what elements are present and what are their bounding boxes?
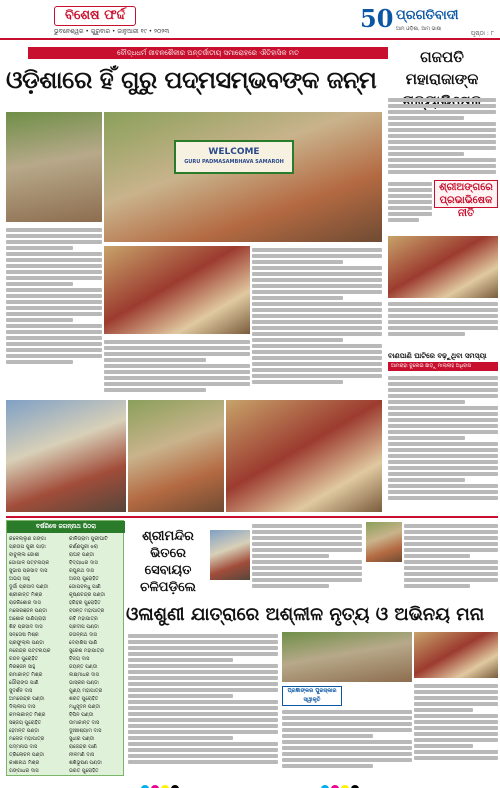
list-item-right: ସୁରେଶ ମହାପାତ୍ର — [69, 648, 104, 654]
list-item-right: ରଘୁନାଥ ଦାସ — [69, 568, 94, 574]
list-item — [9, 735, 129, 743]
list-item — [9, 575, 129, 583]
list-item-left: ଗଙ୍ଗାଧର ଦାସ — [9, 768, 39, 774]
list-item-left: ଚନ୍ଦନ ପୁରୋହିତ — [9, 656, 39, 662]
second-text-2 — [282, 708, 412, 774]
list-item-right: ବିଜୟ ଦାସ — [69, 656, 90, 662]
dateline: ଭୁବନେଶ୍ୱର • ଗୁରୁବାର • ଜାନୁଆରୀ ୧୯ • ୨୦୨୩ — [54, 28, 170, 35]
list-item-left: କାଶୀନାଥ ମିଶ୍ର — [9, 760, 40, 766]
section-title: ବିଶେଷ ଫର୍ଦ୍ଦ — [54, 6, 136, 26]
list-item — [9, 719, 129, 727]
list-item — [9, 687, 129, 695]
list-item-left: ପ୍ରଫୁଲ୍ଲ ପଣ୍ଡା — [9, 640, 44, 646]
list-item-right: ସୁଧୀର ପଣ୍ଡା — [69, 736, 95, 742]
list-item-left: ରାଜକିଶୋର ଦାସ — [9, 600, 41, 606]
coronation-photo — [388, 236, 498, 298]
list-item-left: ଦିଲ୍ଲୀପ ଦାସ — [9, 704, 36, 710]
list-item — [9, 615, 129, 623]
list-item — [9, 759, 129, 767]
portrait-photo — [366, 522, 402, 562]
names-list-box — [6, 520, 124, 776]
list-item-left: ନିରଞ୍ଜନ ସାହୁ — [9, 664, 36, 670]
list-item-right: ଶରତ ପୁରୋହିତ — [69, 696, 99, 702]
list-item-right: ବିପିନ ପଣ୍ଡା — [69, 712, 94, 718]
list-item-left: ସୁଦର୍ଶନ ଦାସ — [9, 688, 33, 694]
list-item — [9, 767, 129, 775]
list-item — [9, 751, 129, 759]
list-item — [9, 727, 129, 735]
side-subhead-2: ଆମରାହା ବୁଲେଇ ଛାଡ଼ୁ ମାଲ୍ଲାହ ଅଧିବାସ — [388, 362, 498, 371]
temple-text-1 — [252, 522, 362, 596]
seated-guests-photo — [128, 400, 224, 512]
list-item-left: ଅମରେନ୍ଦ୍ର ପଣ୍ଡା — [9, 696, 45, 702]
list-item — [9, 607, 129, 615]
list-item-right: କର୍ଣ୍ଣପୁରୀ ଝରା — [69, 544, 98, 550]
yatra-photo — [282, 632, 412, 682]
list-item-right: ବିଦ୍ୟାଧର ଦାସ — [69, 560, 98, 566]
list-item — [9, 639, 129, 647]
banner-welcome: WELCOME — [208, 147, 260, 157]
list-item-right: ପୁଣ୍ୟ ମହାପାତ୍ର — [69, 688, 103, 694]
list-item-right: ବସନ୍ତ ମହାପାତ୍ର — [69, 608, 105, 614]
list-item-right: ଭରତ ପୁରୋହିତ — [69, 768, 99, 774]
list-item-left: ହେମନ୍ତ ପଣ୍ଡା — [9, 728, 40, 734]
list-item — [9, 583, 129, 591]
list-item-right: ଜୟନ୍ତ ପଣ୍ଡା — [69, 664, 98, 670]
list-item-left: ଶିବ ପ୍ରସାଦ ଦାସ — [9, 624, 43, 630]
list-item-right: ଗୋପବନ୍ଧୁ ପାଣି — [69, 584, 101, 590]
temple-photo — [210, 530, 250, 580]
list-item-left: ବାବୁଲାଲ ଜୋଶୀ — [9, 552, 40, 558]
list-item — [9, 663, 129, 671]
list-item-right: ଦେବାଶିଷ ପାଣି — [69, 640, 98, 646]
list-item — [9, 599, 129, 607]
list-item-left: ଅଭୟ ସାହୁ — [9, 576, 30, 582]
lead-text-column-2 — [252, 246, 382, 396]
list-item-right: କୃଷ୍ଣଚନ୍ଦ୍ର ପଣ୍ଡା — [69, 592, 106, 598]
list-item — [9, 591, 129, 599]
list-item — [9, 567, 129, 575]
lead-kicker: ବୌଦ୍ଧଧର୍ମ ଜୀବନଶୈଳୀର ଅନ୍ତର୍ଜାତୀୟ ସମାରୋହରେ ଐତିହାସିକ ମତ — [28, 47, 388, 59]
list-item-left: ପ୍ରତାପ ପୁରୀ ପାଡ଼ା — [9, 544, 46, 550]
list-item-right: ମଧୁସୂଦନ ପଣ୍ଡା — [69, 704, 101, 710]
print-registration-marks — [0, 778, 500, 788]
list-item-right: ଦୁଃଖୀଶ୍ୟାମ ଦାସ — [69, 728, 102, 734]
list-item-right: ହରିହର ପୁରୋହିତ — [69, 600, 101, 606]
list-item — [9, 543, 129, 551]
road-procession-photo — [6, 112, 102, 222]
list-item — [9, 711, 129, 719]
boxed-headline: ପ୍ରଜ୍ଞାଙ୍କର ପୁରସ୍କାର ସ୍ୱୀକୃତି — [282, 686, 342, 706]
list-item-right: ଉମାକାନ୍ତ ଦାସ — [69, 720, 100, 726]
list-item-right: ରାଘବ ପଣ୍ଡା — [69, 552, 95, 558]
list-item-right: ଶଶିଭୂଷଣ ପଣ୍ଡା — [69, 760, 102, 766]
list-item-left: ମନୋରଞ୍ଜନ ପଣ୍ଡା — [9, 608, 48, 614]
side-callout: ଶ୍ରୀଅଙ୍ଗରେ ପ୍ରଭାଭିଷେକ ନୀତି — [434, 180, 498, 208]
list-item-right: ପ୍ରଦୀପ ପଣ୍ଡା — [69, 624, 99, 630]
second-text-3 — [414, 682, 498, 774]
list-item-left: ନରେନ୍ଦ୍ର ପଟ୍ଟନାୟକ — [9, 648, 51, 654]
list-item-left: ଦୁର୍ଗା ପ୍ରସାଦ ପଣ୍ଡା — [9, 584, 49, 590]
side-subhead: ବାଣପାଣି ଘାଟିରେ ବଢ଼ୁଥିବା ସମସ୍ୟା — [388, 352, 487, 360]
lead-headline: ଓଡ଼ିଶାରେ ହିଁ ଗୁରୁ ପଦ୍ମସମ୍ଭବଙ୍କ ଜନ୍ମ — [6, 65, 377, 94]
list-item-right: ରବି ମହାପାତ୍ର — [69, 616, 98, 622]
lead-text-column-1 — [6, 226, 102, 380]
list-item-left: ସନ୍ତୋଷ ମିଶ୍ର — [9, 632, 39, 638]
audience-photo — [6, 400, 126, 512]
list-item-left: ଗୌରାଙ୍ଗ ପାଣି — [9, 680, 39, 686]
side-text-1 — [388, 96, 496, 178]
welcome-banner — [174, 140, 294, 174]
second-text-1 — [128, 632, 278, 772]
speaker-stage-photo — [226, 400, 382, 512]
list-item-left: କଳେଲ୍ଲୁଣ ଗଙ୍ଗା — [9, 536, 46, 542]
list-item — [9, 695, 129, 703]
monks-photo — [104, 246, 250, 334]
lead-text-column-3 — [104, 338, 250, 398]
section-divider — [6, 516, 498, 518]
list-item-left: ତ୍ରିଲୋଚନ ପଣ୍ଡା — [9, 752, 45, 758]
list-item-right: ନୀଳମଣି ଦାସ — [69, 752, 95, 758]
second-headline: ଓଳାଶୁଣୀ ଯାତ୍ରାରେ ଅଶ୍ଳୀଳ ନୃତ୍ୟ ଓ ଅଭିନୟ ମନା — [126, 604, 485, 625]
list-item-left: ସଞ୍ଜୟ ପୁରୋହିତ — [9, 720, 42, 726]
list-item-right: ଜଗନ୍ନାଥ ଦାସ — [69, 632, 97, 638]
side-text-3 — [388, 300, 498, 350]
temple-headline: ଶ୍ରୀମନ୍ଦିର ଭିତରେ ସେବାୟତ ଚଳିପଡ଼ିଲେ — [140, 529, 196, 595]
list-item — [9, 631, 129, 639]
list-item — [9, 655, 129, 663]
list-item — [9, 671, 129, 679]
list-item-left: କମଳାକାନ୍ତ ମିଶ୍ର — [9, 712, 46, 718]
temple-text-2 — [404, 522, 498, 596]
names-list-title: ବର୍ଷରିକେ ଜଗନ୍ନାଥ ପିଠରା — [7, 521, 125, 533]
list-item-left: ସୁଭାଷ ପ୍ରସାଦ ଦାସ — [9, 568, 48, 574]
brand-anniversary-number: 50 — [360, 4, 394, 33]
brand-name: ପ୍ରଗତିବାଦୀ — [396, 8, 459, 23]
list-item-right: ଭାସ୍କର ପଣ୍ଡା — [69, 680, 99, 686]
list-item — [9, 647, 129, 655]
side-headline: ଗଜପତି ମହାରାଜାଙ୍କ — [405, 48, 479, 88]
list-item-left: ଅଶୋକ ପାଣିଗ୍ରାହୀ — [9, 616, 47, 622]
list-item-left: ମନୋଜ ମହାପାତ୍ର — [9, 736, 45, 742]
side-text-2 — [388, 180, 432, 234]
list-item-right: ଅଜୟ ପୁରୋହିତ — [69, 576, 99, 582]
list-item — [9, 535, 129, 543]
list-item-left: ଶ୍ରୀକାନ୍ତ ମିଶ୍ର — [9, 592, 43, 598]
page-number: ପୃଷ୍ଠା : ୮ — [470, 30, 494, 37]
list-item — [9, 679, 129, 687]
masthead — [0, 0, 500, 40]
list-item-left: ପଦ୍ମନାଭ ଦାସ — [9, 744, 38, 750]
brand-tagline: ଆମ ଓଡ଼ିଶା, ଆମ ଭାଷା — [396, 26, 442, 32]
banner-event-name: GURU PADMASAMBHAVA SAMAROH — [184, 159, 284, 165]
list-item-left: ଗୋପାଳ ପଟ୍ଟନାୟକ — [9, 560, 50, 566]
list-item — [9, 551, 129, 559]
list-item-right: କାଳିଗ୍ରାମ ପୁରୀଘାଟି — [69, 536, 108, 542]
side-text-4 — [388, 374, 498, 512]
list-item-left: ରମାକାନ୍ତ ମିଶ୍ର — [9, 672, 43, 678]
list-item-right: ଲକ୍ଷ୍ମୀଧର ଦାସ — [69, 672, 99, 678]
list-item — [9, 743, 129, 751]
list-item — [9, 559, 129, 567]
list-item — [9, 703, 129, 711]
names-list — [9, 535, 125, 775]
list-item-right: ରାଜେନ୍ଦ୍ର ପାଣି — [69, 744, 97, 750]
list-item — [9, 623, 129, 631]
stage-event-photo — [104, 112, 382, 242]
portrait-group-photo — [414, 632, 498, 678]
